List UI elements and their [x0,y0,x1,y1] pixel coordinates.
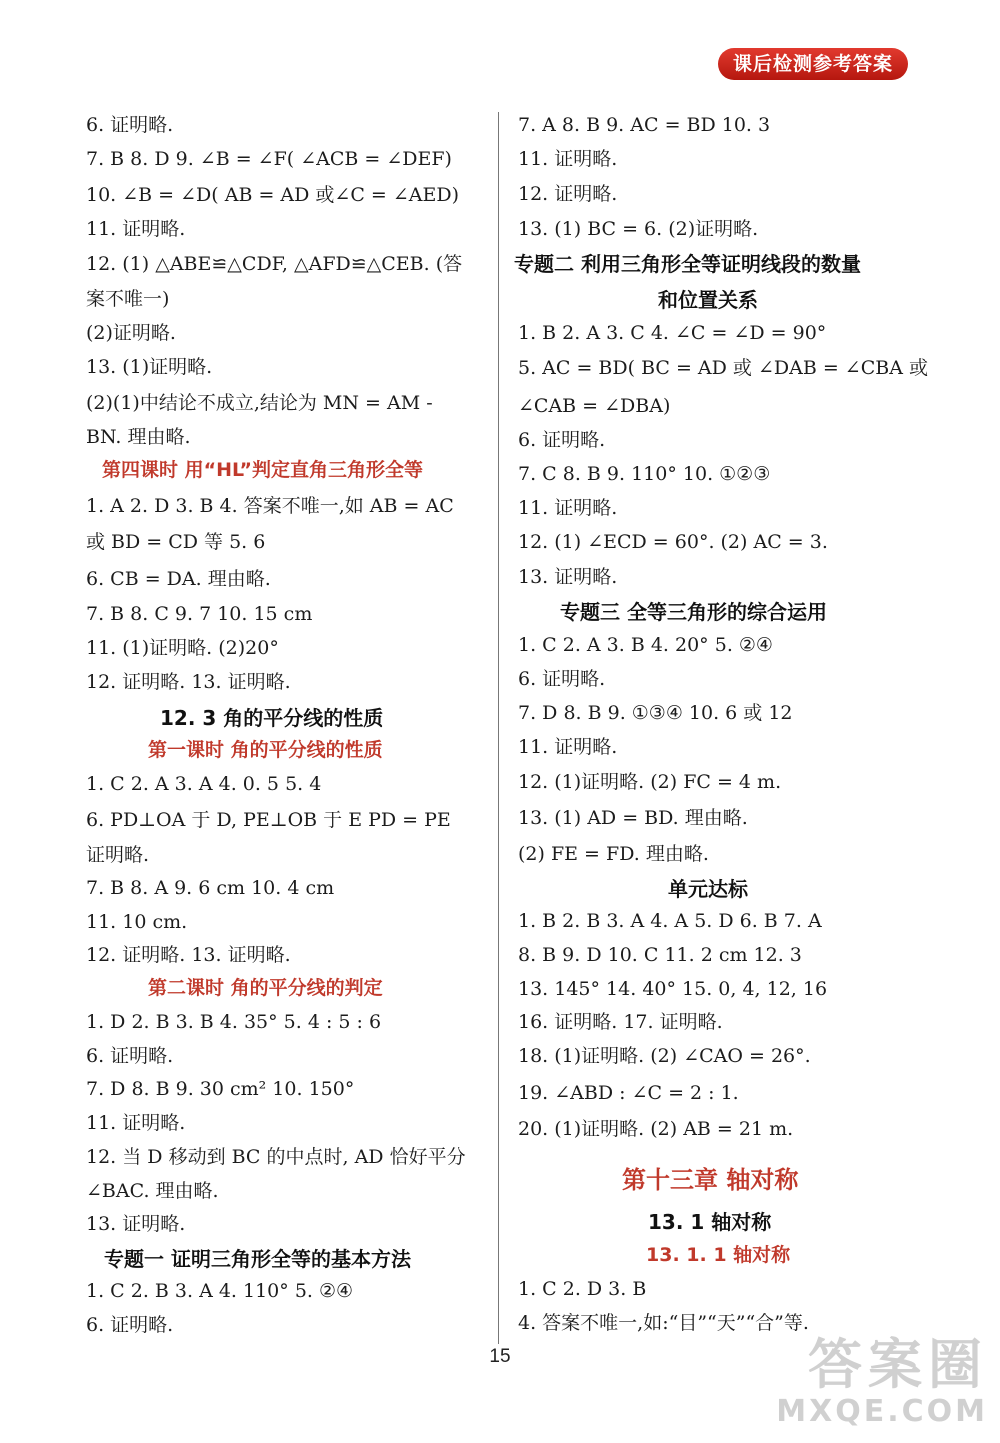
right-answer-line: 20. (1)证明略. (2) AB = 21 m. [518,1118,794,1140]
left-answer-line: (2)(1)中结论不成立,结论为 MN = AM - [86,392,433,414]
right-answer-line: 18. (1)证明略. (2) ∠CAO = 26°. [518,1045,811,1067]
answer-key-banner: 课后检测参考答案 [718,48,908,80]
left-answer-line: 13. (1)证明略. [86,356,213,378]
right-answer-line: 7. C 8. B 9. 110° 10. ①②③ [518,463,771,485]
left-lesson-heading: 第一课时 角的平分线的性质 [148,739,383,761]
watermark [776,1335,988,1429]
right-answer-line: 13. (1) BC = 6. (2)证明略. [518,218,759,240]
right-answer-line: (2) FE = FD. 理由略. [518,843,709,865]
left-answer-line: 12. 当 D 移动到 BC 的中点时, AD 恰好平分 [86,1146,466,1168]
left-answer-line: 1. D 2. B 3. B 4. 35° 5. 4 : 5 : 6 [86,1011,382,1033]
watermark-url: MXQE.COM [776,1394,988,1429]
column-divider [498,112,499,1344]
page-number: 15 [489,1346,511,1367]
left-answer-line: 证明略. [86,844,150,866]
left-answer-line: 6. 证明略. [86,114,174,136]
left-answer-line: 6. 证明略. [86,1314,174,1336]
right-answer-line: 19. ∠ABD : ∠C = 2 : 1. [518,1082,739,1104]
right-answer-line: ∠CAB = ∠DBA) [518,395,671,417]
watermark-logo-text: 答案圈 [808,1333,988,1396]
right-section-heading: 单元达标 [668,877,748,901]
left-answer-line: 12. 证明略. 13. 证明略. [86,671,291,693]
left-answer-line: 11. 证明略. [86,1112,186,1134]
chapter-heading: 第十三章 轴对称 [622,1166,799,1194]
right-answer-line: 12. (1)证明略. (2) FC = 4 m. [518,771,782,793]
right-answer-line: 11. 证明略. [518,736,618,758]
right-section-heading: 和位置关系 [658,288,758,312]
right-answer-line: 16. 证明略. 17. 证明略. [518,1011,723,1033]
right-answer-line: 4. 答案不唯一,如:“目”“天”“合”等. [518,1312,809,1334]
left-answer-line: 6. 证明略. [86,1045,174,1067]
left-answer-line: 7. B 8. D 9. ∠B = ∠F( ∠ACB = ∠DEF) [86,148,452,170]
right-answer-line: 1. C 2. D 3. B [518,1278,647,1300]
left-answer-line: 6. CB = DA. 理由略. [86,568,271,590]
left-answer-line: 12. (1) △ABE≌△CDF, △AFD≌△CEB. (答 [86,253,463,275]
right-answer-line: 6. 证明略. [518,429,606,451]
left-answer-line: 案不唯一) [86,288,170,310]
right-answer-line: 1. B 2. B 3. A 4. A 5. D 6. B 7. A [518,910,822,932]
left-answer-line: 7. B 8. C 9. 7 10. 15 cm [86,603,313,625]
left-answer-line: 11. (1)证明略. (2)20° [86,637,279,659]
right-answer-line: 13. (1) AD = BD. 理由略. [518,807,748,829]
right-answer-line: 13. 145° 14. 40° 15. 0, 4, 12, 16 [518,978,828,1000]
right-answer-line: 12. (1) ∠ECD = 60°. (2) AC = 3. [518,531,828,553]
right-section-heading: 专题二 利用三角形全等证明线段的数量 [514,252,861,276]
left-answer-line: ∠BAC. 理由略. [86,1180,219,1202]
right-section-heading: 13. 1 轴对称 [648,1210,772,1234]
right-answer-line: 11. 证明略. [518,497,618,519]
left-answer-line: 1. C 2. B 3. A 4. 110° 5. ②④ [86,1280,354,1302]
right-section-heading: 专题三 全等三角形的综合运用 [560,600,827,624]
right-answer-line: 1. C 2. A 3. B 4. 20° 5. ②④ [518,634,773,656]
left-answer-line: 11. 证明略. [86,218,186,240]
right-answer-line: 13. 证明略. [518,566,618,588]
left-answer-line: 11. 10 cm. [86,911,188,933]
left-answer-line: 6. PD⊥OA 于 D, PE⊥OB 于 E PD = PE [86,809,451,831]
right-answer-line: 11. 证明略. [518,148,618,170]
left-answer-line: 7. D 8. B 9. 30 cm² 10. 150° [86,1078,355,1100]
left-answer-line: 13. 证明略. [86,1213,186,1235]
right-answer-line: 7. D 8. B 9. ①③④ 10. 6 或 12 [518,702,793,724]
left-answer-line: 或 BD = CD 等 5. 6 [86,531,266,553]
right-answer-line: 7. A 8. B 9. AC = BD 10. 3 [518,114,771,136]
left-answer-line: 12. 证明略. 13. 证明略. [86,944,291,966]
left-answer-line: BN. 理由略. [86,426,191,448]
left-answer-line: 1. A 2. D 3. B 4. 答案不唯一,如 AB = AC [86,495,454,517]
left-lesson-heading: 第二课时 角的平分线的判定 [148,977,383,999]
left-answer-line: (2)证明略. [86,322,176,344]
right-answer-line: 12. 证明略. [518,183,618,205]
right-answer-line: 5. AC = BD( BC = AD 或 ∠DAB = ∠CBA 或 [518,357,928,379]
left-answer-line: 7. B 8. A 9. 6 cm 10. 4 cm [86,877,335,899]
right-answer-line: 1. B 2. A 3. C 4. ∠C = ∠D = 90° [518,322,827,344]
left-section-heading: 12. 3 角的平分线的性质 [160,706,384,730]
left-lesson-heading: 第四课时 用“HL”判定直角三角形全等 [102,459,424,481]
left-answer-line: 1. C 2. A 3. A 4. 0. 5 5. 4 [86,773,322,795]
left-answer-line: 10. ∠B = ∠D( AB = AD 或∠C = ∠AED) [86,184,460,206]
right-lesson-heading: 13. 1. 1 轴对称 [646,1244,791,1266]
left-section-heading: 专题一 证明三角形全等的基本方法 [104,1247,411,1271]
right-answer-line: 8. B 9. D 10. C 11. 2 cm 12. 3 [518,944,802,966]
right-answer-line: 6. 证明略. [518,668,606,690]
